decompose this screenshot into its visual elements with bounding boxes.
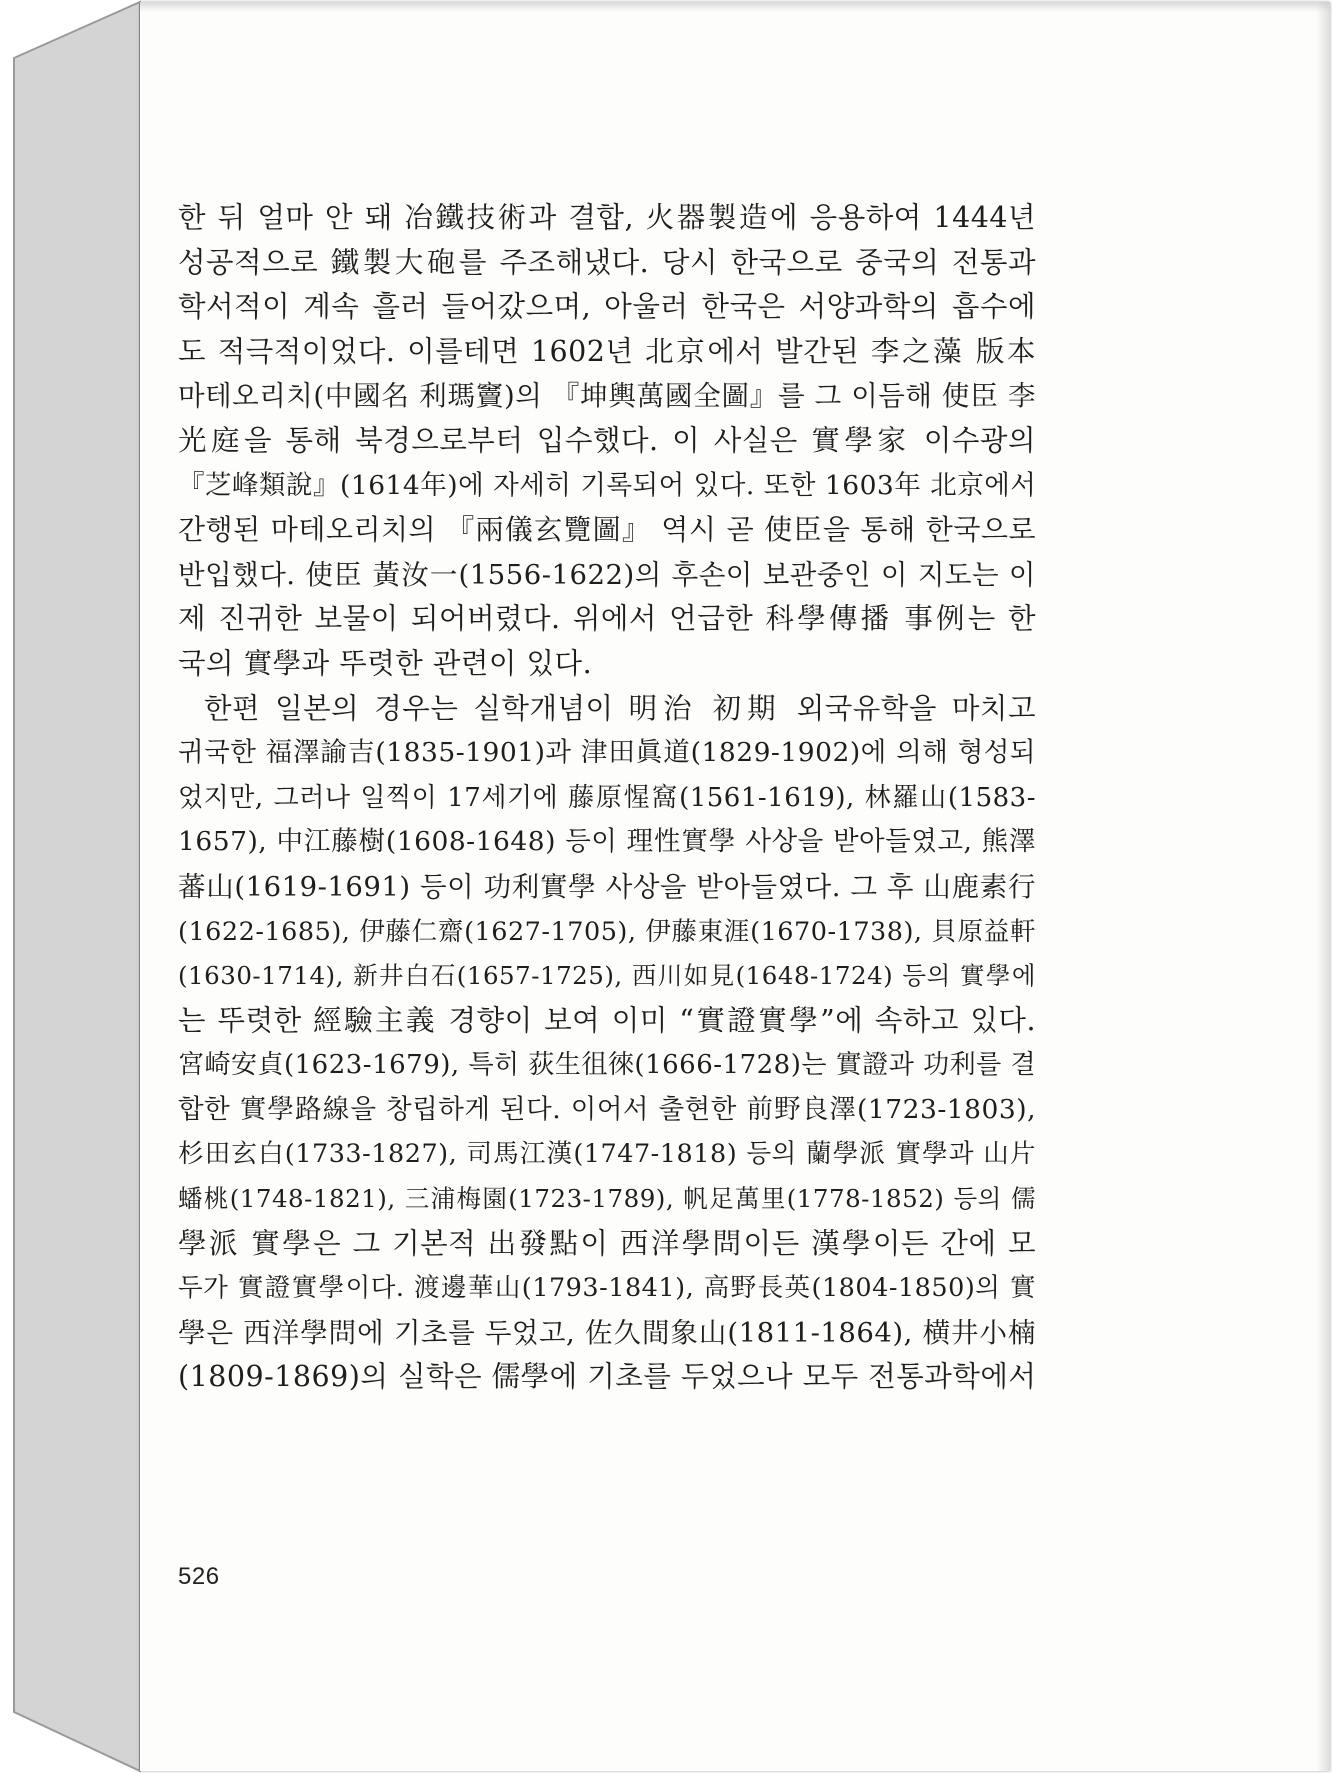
text-line: (1630-1714), 新井白石(1657-1725), 西川如見(1648-1724) 등의 實學에 — [178, 961, 1036, 991]
text-line: (1622-1685), 伊藤仁齋(1627-1705), 伊藤東涯(1670-1738), 貝原益軒 — [178, 916, 1036, 947]
text-line: 는 뚜렷한 經驗主義 경향이 보여 이미 “實證實學”에 속하고 있다. — [178, 1003, 1036, 1037]
body-text — [178, 196, 1036, 1400]
text-line: 마테오리치(中國名 利瑪竇)의 『坤輿萬國全圖』를 그 이듬해 使臣 李 — [178, 380, 1036, 413]
text-line: 學派 實學은 그 기본적 出發點이 西洋學問이든 漢學이든 간에 모 — [178, 1226, 1036, 1260]
text-line: 한편 일본의 경우는 실학개념이 明治 初期 외국유학을 마치고 — [204, 691, 1036, 725]
text-line: 합한 實學路線을 창립하게 된다. 이어서 출현한 前野良澤(1723-1803), — [178, 1093, 1036, 1125]
text-line: 두가 實證實學이다. 渡邊華山(1793-1841), 高野長英(1804-1850)의 實 — [178, 1273, 1036, 1304]
text-line: 宮崎安貞(1623-1679), 특히 荻生徂徠(1666-1728)는 實證과 功利를 결 — [178, 1050, 1036, 1081]
paragraph-2 — [178, 687, 1036, 1401]
text-line: 蕃山(1619-1691) 등이 功利實學 사상을 받아들였다. 그 후 山鹿素行 — [178, 870, 1036, 903]
page-edge-shadow — [1316, 2, 1330, 1771]
text-line: 한 뒤 얼마 안 돼 冶鐵技術과 결합, 火器製造에 응용하여 1444년 — [178, 201, 1036, 234]
text-line: 학서적이 계속 흘러 들어갔으며, 아울러 한국은 서양과학의 흡수에 — [178, 290, 1036, 324]
text-line: 光庭을 통해 북경으로부터 입수했다. 이 사실은 實學家 이수광의 — [178, 423, 1036, 457]
text-line: 었지만, 그러나 일찍이 17세기에 藤原惺窩(1561-1619), 林羅山(1583- — [178, 782, 1036, 813]
text-line: 귀국한 福澤諭吉(1835-1901)과 津田眞道(1829-1902)에 의해 형성되 — [178, 737, 1036, 769]
text-line: 杉田玄白(1733-1827), 司馬江漢(1747-1818) 등의 蘭學派 實學과 山片 — [178, 1139, 1036, 1170]
page-number: 526 — [178, 1563, 220, 1590]
text-line: 『芝峰類說』(1614年)에 자세히 기록되어 있다. 또한 1603年 北京에서 — [178, 469, 1036, 501]
text-line: 성공적으로 鐵製大砲를 주조해냈다. 당시 한국으로 중국의 전통과 — [178, 245, 1036, 279]
text-line: 도 적극적이었다. 이를테면 1602년 北京에서 발간된 李之藻 版本 — [178, 334, 1036, 368]
text-line: 반입했다. 使臣 黃汝一(1556-1622)의 후손이 보관중인 이 지도는 이 — [178, 558, 1036, 591]
text-line: 국의 實學과 뚜렷한 관련이 있다. — [178, 646, 593, 680]
page-top-shadow — [140, 2, 1330, 12]
text-line: 간행된 마테오리치의 『兩儀玄覽圖』 역시 곧 使臣을 통해 한국으로 — [178, 513, 1036, 547]
text-line: (1809-1869)의 실학은 儒學에 기초를 두었으나 모두 전통과학에서 — [178, 1360, 1036, 1394]
text-line: 1657), 中江藤樹(1608-1648) 등이 理性實學 사상을 받아들였고, 熊澤 — [178, 826, 1036, 858]
text-line: 蟠桃(1748-1821), 三浦梅園(1723-1789), 帆足萬里(1778-1852) 등의 儒 — [178, 1184, 1036, 1214]
text-line: 제 진귀한 보물이 되어버렸다. 위에서 언급한 科學傳播 事例는 한 — [178, 602, 1036, 636]
paragraph-1 — [178, 196, 1036, 687]
text-line: 學은 西洋學問에 기초를 두었고, 佐久間象山(1811-1864), 横井小楠 — [178, 1316, 1036, 1349]
